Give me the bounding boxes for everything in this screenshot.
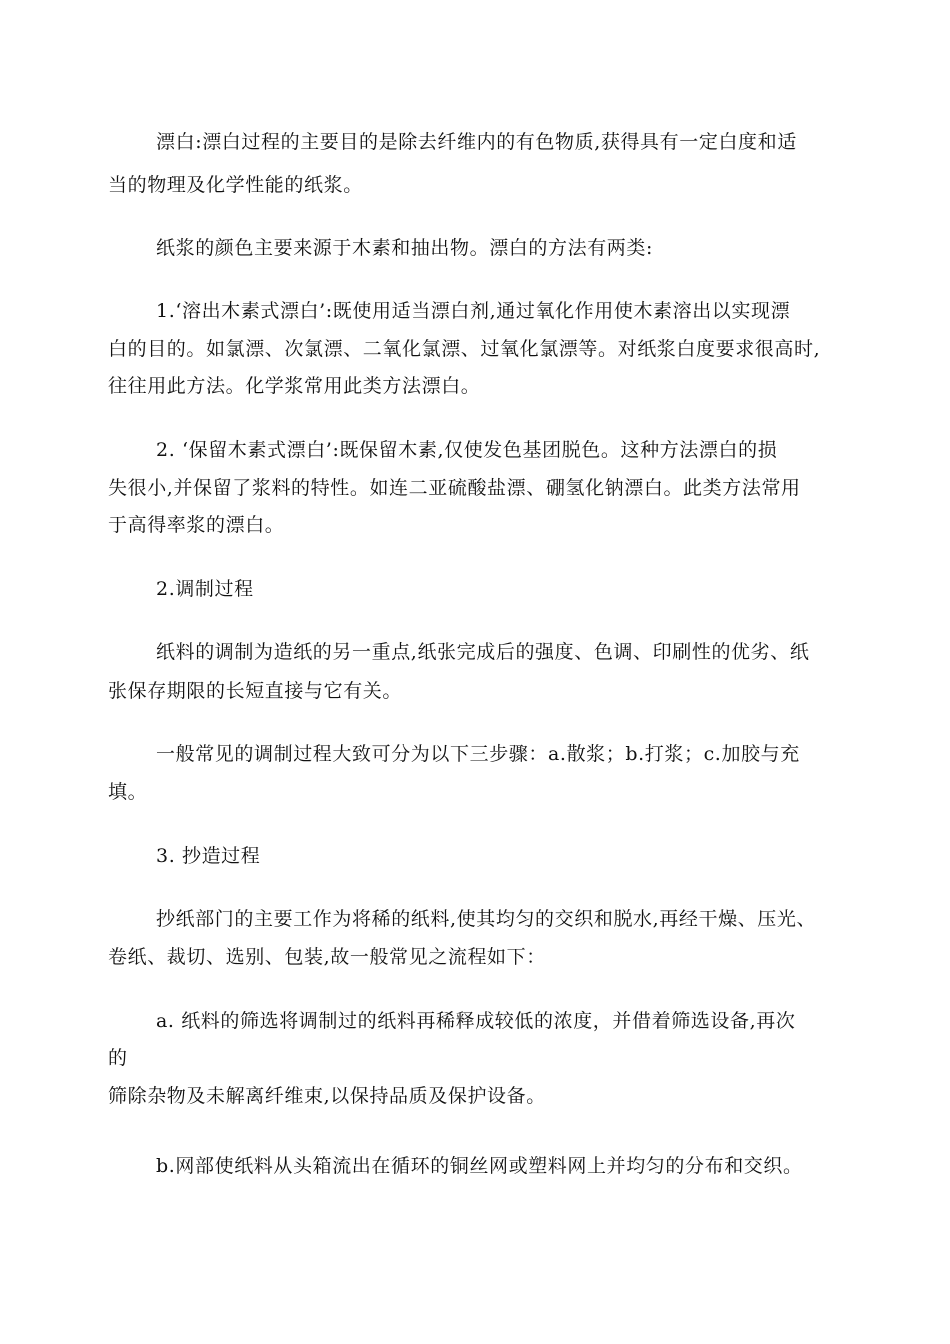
paragraph-papermaking-line-1: 抄纸部门的主要工作为将稀的纸料,使其均匀的交织和脱水,再经干燥、压光、 bbox=[156, 908, 817, 930]
paragraph-steps-line-1: 一般常见的调制过程大致可分为以下三步骤：a.散浆；b.打浆；c.加胶与充 bbox=[156, 743, 800, 765]
list-item-2-line-3: 于高得率浆的漂白。 bbox=[108, 514, 285, 536]
paragraph-steps-line-2: 填。 bbox=[108, 781, 148, 803]
paragraph-bleaching-line-2: 当的物理及化学性能的纸浆。 bbox=[108, 174, 363, 196]
section-heading-preparation: 2.调制过程 bbox=[156, 578, 254, 600]
list-item-1-line-2: 白的目的。如氯漂、次氯漂、二氧化氯漂、过氧化氯漂等。对纸浆白度要求很高时, bbox=[108, 338, 821, 360]
list-item-1-line-3: 往往用此方法。化学浆常用此类方法漂白。 bbox=[108, 375, 481, 397]
paragraph-bleaching-line-1: 漂白:漂白过程的主要目的是除去纤维内的有色物质,获得具有一定白度和适 bbox=[156, 131, 797, 153]
paragraph-pulp-color: 纸浆的颜色主要来源于木素和抽出物。漂白的方法有两类: bbox=[156, 237, 654, 259]
step-b-line-1: b.网部使纸料从头箱流出在循环的铜丝网或塑料网上并均匀的分布和交织。 bbox=[156, 1155, 803, 1177]
step-a-line-2: 的 bbox=[108, 1047, 128, 1069]
list-item-1-line-1: 1.‘溶出木素式漂白’:既使用适当漂白剂,通过氧化作用使木素溶出以实现漂 bbox=[156, 300, 791, 322]
paragraph-papermaking-line-2: 卷纸、裁切、选别、包装,故一般常见之流程如下： bbox=[108, 946, 546, 968]
list-item-2-line-1: 2. ‘保留木素式漂白’:既保留木素,仅使发色基团脱色。这种方法漂白的损 bbox=[156, 439, 778, 461]
step-a-line-3: 筛除杂物及未解离纤维束,以保持品质及保护设备。 bbox=[108, 1085, 546, 1107]
list-item-2-line-2: 失很小,并保留了浆料的特性。如连二亚硫酸盐漂、硼氢化钠漂白。此类方法常用 bbox=[108, 477, 801, 499]
paragraph-preparation-line-1: 纸料的调制为造纸的另一重点,纸张完成后的强度、色调、印刷性的优劣、纸 bbox=[156, 641, 810, 663]
step-a-line-1: a. 纸料的筛选将调制过的纸料再稀释成较低的浓度，并借着筛选设备,再次 bbox=[156, 1010, 796, 1032]
paragraph-preparation-line-2: 张保存期限的长短直接与它有关。 bbox=[108, 680, 403, 702]
section-heading-papermaking: 3. 抄造过程 bbox=[156, 845, 261, 867]
